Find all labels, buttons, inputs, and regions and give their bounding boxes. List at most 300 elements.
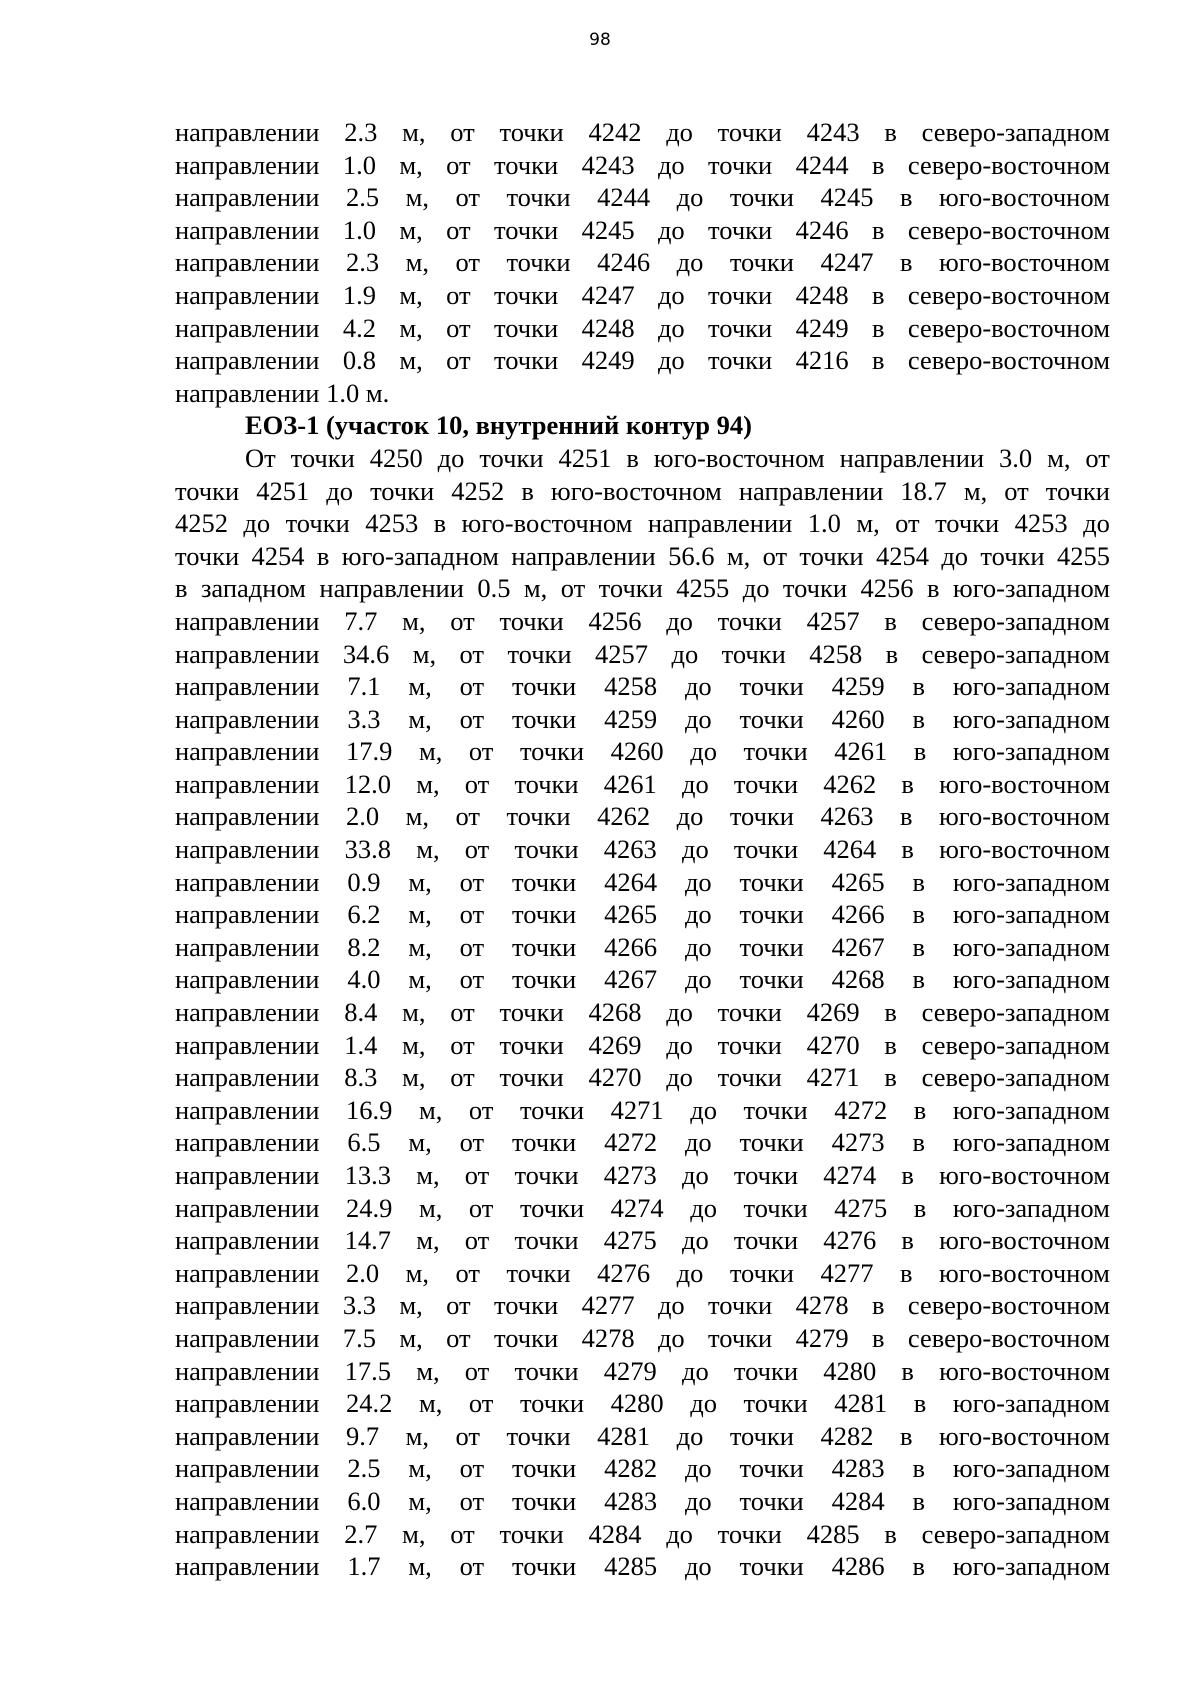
- word: м,: [726, 540, 751, 571]
- word: направлении: [175, 1257, 320, 1288]
- word: м,: [416, 1355, 440, 1386]
- word: точки: [733, 1160, 799, 1190]
- text-line: [175, 1094, 1110, 1127]
- word: 4270: [806, 1029, 860, 1060]
- text-line: [175, 116, 1110, 149]
- word: 4243: [806, 117, 860, 147]
- word: юго-западном: [952, 573, 1110, 604]
- word: северо-западном: [921, 117, 1110, 147]
- word: точки: [733, 834, 799, 865]
- text-line: направлении 1.0 м.: [175, 377, 390, 408]
- word: до: [666, 1518, 693, 1549]
- word: направлении: [175, 1127, 320, 1158]
- word: северо-западном: [921, 1518, 1110, 1549]
- word: м,: [402, 997, 426, 1028]
- word: от: [459, 899, 485, 930]
- text-line: [175, 1159, 1110, 1192]
- word: 4260: [610, 736, 664, 767]
- word: точки: [739, 964, 804, 995]
- word: до: [681, 1225, 709, 1256]
- word: м,: [408, 671, 432, 702]
- word: до: [676, 801, 704, 832]
- word: направлении: [175, 899, 320, 930]
- word: до: [742, 573, 770, 604]
- word: от: [450, 997, 475, 1028]
- word: 4252: [175, 508, 228, 539]
- word: в: [912, 964, 925, 995]
- word: направлении: [175, 1420, 320, 1451]
- word: 4277: [581, 1290, 635, 1321]
- word: точки: [717, 997, 782, 1028]
- word: северо-восточном: [907, 345, 1110, 376]
- word: точки: [733, 1225, 799, 1256]
- word: юго-западном: [952, 1192, 1110, 1223]
- word: юго-западном: [952, 1127, 1110, 1158]
- word: точки: [290, 442, 355, 473]
- word: 4242: [588, 117, 642, 147]
- word: 6.2: [347, 899, 381, 930]
- word: 17.9: [346, 736, 393, 767]
- word: 3.0: [999, 442, 1033, 473]
- word: от: [464, 1160, 490, 1190]
- word: направлении: [175, 1453, 320, 1484]
- word: в: [913, 1094, 927, 1125]
- word: точки: [285, 508, 350, 539]
- word: направлении: [175, 1062, 320, 1093]
- word: 4269: [588, 1029, 642, 1060]
- word: 4281: [597, 1420, 651, 1451]
- word: 2.0: [345, 801, 380, 832]
- word: до: [676, 1257, 704, 1288]
- word: от: [459, 1551, 485, 1582]
- word: точки: [729, 1257, 794, 1288]
- word: точки: [739, 1485, 804, 1516]
- word: м,: [399, 312, 423, 343]
- word: в: [899, 1420, 913, 1451]
- word: точки: [494, 345, 559, 376]
- word: точки: [507, 638, 572, 669]
- word: от: [459, 1485, 485, 1516]
- word: от: [459, 671, 485, 702]
- word: 4260: [831, 703, 885, 734]
- section-heading: ЕОЗ-1 (участок 10, внутренний контур 94): [245, 410, 752, 441]
- word: точки: [514, 1355, 579, 1386]
- word: 4255: [1056, 540, 1110, 571]
- word: м,: [963, 475, 988, 506]
- word: направлении: [175, 1518, 320, 1549]
- word: направлении: [175, 312, 320, 343]
- word: направлении: [175, 149, 320, 180]
- word: 24.9: [346, 1192, 393, 1223]
- word: направлении: [175, 671, 320, 702]
- word: м,: [405, 247, 429, 278]
- word: 4264: [604, 866, 658, 897]
- word: в: [901, 1160, 914, 1190]
- word: северо-западном: [921, 1029, 1110, 1060]
- text-line: [175, 1387, 1110, 1420]
- word: 6.0: [347, 1485, 381, 1516]
- word: юго-восточном: [461, 508, 633, 539]
- word: направлении: [175, 1029, 320, 1060]
- word: 34.6: [342, 638, 390, 669]
- word: м,: [402, 1062, 426, 1093]
- word: юго-восточном: [653, 442, 825, 473]
- word: от: [459, 931, 485, 962]
- word: в: [912, 899, 925, 930]
- word: в: [871, 279, 885, 310]
- word: точки: [512, 671, 577, 702]
- word: от: [895, 508, 920, 539]
- word: до: [690, 1192, 717, 1223]
- word: 1.0: [342, 149, 376, 180]
- word: в: [912, 866, 925, 897]
- word: юго-западном: [952, 1453, 1110, 1484]
- word: от: [1085, 442, 1110, 473]
- word: 4253: [1014, 508, 1068, 539]
- word: 3.3: [347, 703, 381, 734]
- word: точки: [506, 247, 571, 278]
- word: в: [884, 1518, 897, 1549]
- text-line: [175, 246, 1110, 279]
- word: от: [459, 638, 485, 669]
- text-line: [175, 670, 1110, 703]
- word: 4264: [823, 834, 877, 865]
- word: 4271: [806, 1062, 860, 1093]
- word: направлении: [647, 508, 793, 539]
- word: юго-западном: [952, 703, 1110, 734]
- word: северо-восточном: [907, 312, 1110, 343]
- word: 4265: [604, 899, 658, 930]
- word: 4244: [795, 149, 849, 180]
- word: в: [871, 1290, 885, 1321]
- word: до: [666, 117, 693, 147]
- text-line: [175, 1126, 1110, 1159]
- word: 4278: [795, 1290, 849, 1321]
- word: 4258: [604, 671, 658, 702]
- word: 1.0: [342, 214, 376, 245]
- text-line: [175, 768, 1110, 801]
- text-line: [175, 735, 1110, 768]
- word: 9.7: [345, 1420, 380, 1451]
- word: от: [455, 1420, 480, 1451]
- word: точки: [729, 182, 794, 213]
- text-line: [175, 1518, 1110, 1551]
- word: 4284: [588, 1518, 642, 1549]
- word: 4259: [604, 703, 658, 734]
- word: в: [901, 1355, 914, 1386]
- word: от: [464, 834, 490, 865]
- word: 4276: [597, 1257, 651, 1288]
- word: м,: [523, 573, 548, 604]
- word: точки: [1045, 475, 1110, 506]
- word: до: [326, 475, 354, 506]
- word: до: [684, 964, 712, 995]
- word: м,: [408, 1551, 432, 1582]
- word: точки: [717, 1518, 782, 1549]
- word: в: [899, 182, 913, 213]
- word: точки: [721, 638, 786, 669]
- word: точки: [739, 899, 804, 930]
- word: 4272: [604, 1127, 658, 1158]
- word: в: [316, 540, 330, 571]
- word: в: [913, 1192, 927, 1223]
- word: направлении: [175, 1290, 320, 1321]
- word: 8.4: [344, 997, 378, 1028]
- word: 4268: [831, 964, 885, 995]
- text-line: [175, 703, 1110, 736]
- word: до: [684, 931, 712, 962]
- word: 4263: [603, 834, 657, 865]
- word: м,: [399, 345, 423, 376]
- word: точки: [739, 1127, 804, 1158]
- word: от: [450, 117, 475, 147]
- word: 4254: [251, 540, 305, 571]
- word: от: [560, 573, 586, 604]
- word: в: [899, 1257, 913, 1288]
- word: 4256: [588, 605, 642, 636]
- word: м,: [408, 1485, 432, 1516]
- word: точки: [743, 736, 808, 767]
- word: м,: [408, 899, 432, 930]
- word: точки: [708, 345, 773, 376]
- word: точки: [512, 1485, 577, 1516]
- word: от: [1004, 475, 1029, 506]
- word: точки: [739, 671, 804, 702]
- word: в: [885, 638, 899, 669]
- word: 4267: [831, 931, 885, 962]
- word: 4284: [831, 1485, 885, 1516]
- word: 18.7: [900, 475, 947, 506]
- word: м,: [408, 931, 432, 962]
- word: 4216: [795, 345, 849, 376]
- word: точки: [782, 573, 848, 604]
- word: направлении: [175, 182, 320, 213]
- word: от: [464, 1355, 490, 1386]
- text-line: [175, 149, 1110, 182]
- word: в: [871, 345, 885, 376]
- word: точки: [479, 442, 544, 473]
- word: точки: [743, 1192, 808, 1223]
- word: северо-восточном: [907, 1290, 1110, 1321]
- word: м,: [408, 1453, 432, 1484]
- word: точки: [708, 1322, 773, 1353]
- text-line: [175, 1485, 1110, 1518]
- text-line: [175, 279, 1110, 312]
- text-line: [175, 1192, 1110, 1225]
- word: 4.0: [347, 964, 381, 995]
- word: направлении: [175, 801, 320, 832]
- word: 1.4: [344, 1029, 378, 1060]
- boundary-description-paragraph: [175, 475, 1110, 1583]
- word: м,: [408, 964, 432, 995]
- word: м,: [399, 1290, 423, 1321]
- word: в: [871, 312, 885, 343]
- word: в: [884, 997, 897, 1028]
- word: точки: [512, 964, 577, 995]
- word: в: [871, 1322, 885, 1353]
- text-line: [175, 540, 1110, 573]
- word: до: [941, 540, 969, 571]
- word: в: [901, 1225, 914, 1256]
- word: 4245: [820, 182, 874, 213]
- word: юго-западном: [952, 1485, 1110, 1516]
- word: 4286: [831, 1551, 885, 1582]
- word: точки: [519, 1094, 585, 1125]
- word: 1.0: [807, 508, 841, 539]
- word: 4269: [806, 997, 860, 1028]
- text-line: [175, 1550, 1110, 1583]
- word: до: [1083, 508, 1110, 539]
- word: в: [912, 1485, 925, 1516]
- word: до: [690, 1094, 717, 1125]
- word: от: [455, 182, 480, 213]
- word: юго-восточном: [939, 834, 1110, 865]
- word: точки: [743, 1388, 808, 1419]
- word: 4258: [809, 638, 863, 669]
- word: точки: [512, 931, 577, 962]
- word: в: [884, 1029, 897, 1060]
- word: 14.7: [344, 1225, 392, 1256]
- word: точки: [739, 931, 804, 962]
- word: в: [912, 703, 925, 734]
- word: 4266: [604, 931, 658, 962]
- word: направлении: [175, 1225, 320, 1256]
- word: точки: [499, 1029, 564, 1060]
- word: 4272: [834, 1094, 888, 1125]
- word: юго-восточном: [938, 1420, 1110, 1451]
- word: направлении: [175, 345, 320, 376]
- word: в: [912, 671, 925, 702]
- word: 4274: [610, 1192, 664, 1223]
- word: от: [459, 703, 485, 734]
- word: точки: [799, 540, 864, 571]
- word: 4273: [603, 1160, 657, 1190]
- word: 4285: [806, 1518, 860, 1549]
- word: 4249: [795, 312, 849, 343]
- word: до: [690, 736, 717, 767]
- word: 4246: [795, 214, 849, 245]
- word: до: [666, 1062, 693, 1093]
- word: 4244: [597, 182, 651, 213]
- word: от: [762, 540, 788, 571]
- text-line: [175, 1420, 1110, 1453]
- text-line: [175, 605, 1110, 638]
- word: направлении: [175, 279, 320, 310]
- word: точки: [733, 768, 799, 799]
- word: до: [657, 312, 685, 343]
- word: 0.9: [347, 866, 381, 897]
- word: точки: [494, 279, 559, 310]
- word: точки: [506, 1420, 571, 1451]
- word: м,: [418, 1192, 443, 1223]
- word: 4262: [597, 801, 651, 832]
- word: от: [468, 1388, 494, 1419]
- word: от: [450, 1029, 475, 1060]
- text-line: [175, 996, 1110, 1029]
- word: направлении: [175, 638, 320, 669]
- word: 4265: [831, 866, 885, 897]
- word: направлении: [175, 605, 320, 636]
- word: юго-западном: [341, 540, 499, 571]
- word: направлении: [175, 1160, 320, 1190]
- word: в: [899, 801, 913, 832]
- word: 12.0: [344, 768, 392, 799]
- word: юго-восточном: [939, 1225, 1110, 1256]
- word: 4261: [603, 768, 657, 799]
- boundary-description-continued: [175, 116, 1110, 377]
- word: от: [459, 964, 485, 995]
- word: 2.3: [345, 247, 380, 278]
- word: в: [913, 1388, 927, 1419]
- word: 4282: [820, 1420, 874, 1451]
- word: от: [464, 768, 490, 799]
- word: м,: [856, 508, 880, 539]
- word: 4270: [588, 1062, 642, 1093]
- word: точки: [519, 1192, 585, 1223]
- word: до: [666, 605, 693, 636]
- text-line: [175, 1257, 1110, 1290]
- word: точки: [512, 1127, 577, 1158]
- word: направлении: [175, 117, 320, 147]
- text-line: [175, 1452, 1110, 1485]
- text-line: [175, 800, 1110, 833]
- word: от: [446, 1290, 471, 1321]
- word: точки: [717, 117, 782, 147]
- word: точки: [175, 540, 240, 571]
- word: юго-западном: [952, 964, 1110, 995]
- word: 0.5: [477, 573, 511, 604]
- text-line: [175, 1289, 1110, 1322]
- word: м,: [405, 182, 429, 213]
- word: в: [913, 736, 927, 767]
- word: м,: [402, 605, 426, 636]
- word: от: [459, 1127, 485, 1158]
- word: от: [468, 736, 494, 767]
- word: 16.9: [346, 1094, 393, 1125]
- word: северо-восточном: [907, 1322, 1110, 1353]
- text-line: [175, 1061, 1110, 1094]
- word: от: [455, 801, 480, 832]
- word: направлении: [175, 931, 320, 962]
- word: точки: [739, 1453, 804, 1484]
- text-line: [175, 638, 1110, 671]
- word: 4247: [581, 279, 635, 310]
- word: юго-западном: [952, 931, 1110, 962]
- word: от: [468, 1192, 494, 1223]
- word: точки: [494, 214, 559, 245]
- word: 4262: [823, 768, 877, 799]
- word: 4279: [795, 1322, 849, 1353]
- word: 6.5: [347, 1127, 381, 1158]
- word: 2.5: [347, 1453, 381, 1484]
- word: точки: [175, 475, 240, 506]
- word: в: [626, 442, 639, 473]
- word: 7.5: [342, 1322, 376, 1353]
- word: северо-восточном: [907, 279, 1110, 310]
- word: точки: [743, 1094, 808, 1125]
- word: в: [912, 931, 925, 962]
- word: в: [175, 573, 188, 604]
- word: точки: [980, 540, 1045, 571]
- word: направлении: [511, 540, 656, 571]
- word: от: [446, 1322, 471, 1353]
- word: северо-западном: [921, 997, 1110, 1028]
- word: 4248: [795, 279, 849, 310]
- word: точки: [494, 1322, 559, 1353]
- word: северо-восточном: [907, 214, 1110, 245]
- word: точки: [512, 703, 577, 734]
- word: до: [676, 1420, 704, 1451]
